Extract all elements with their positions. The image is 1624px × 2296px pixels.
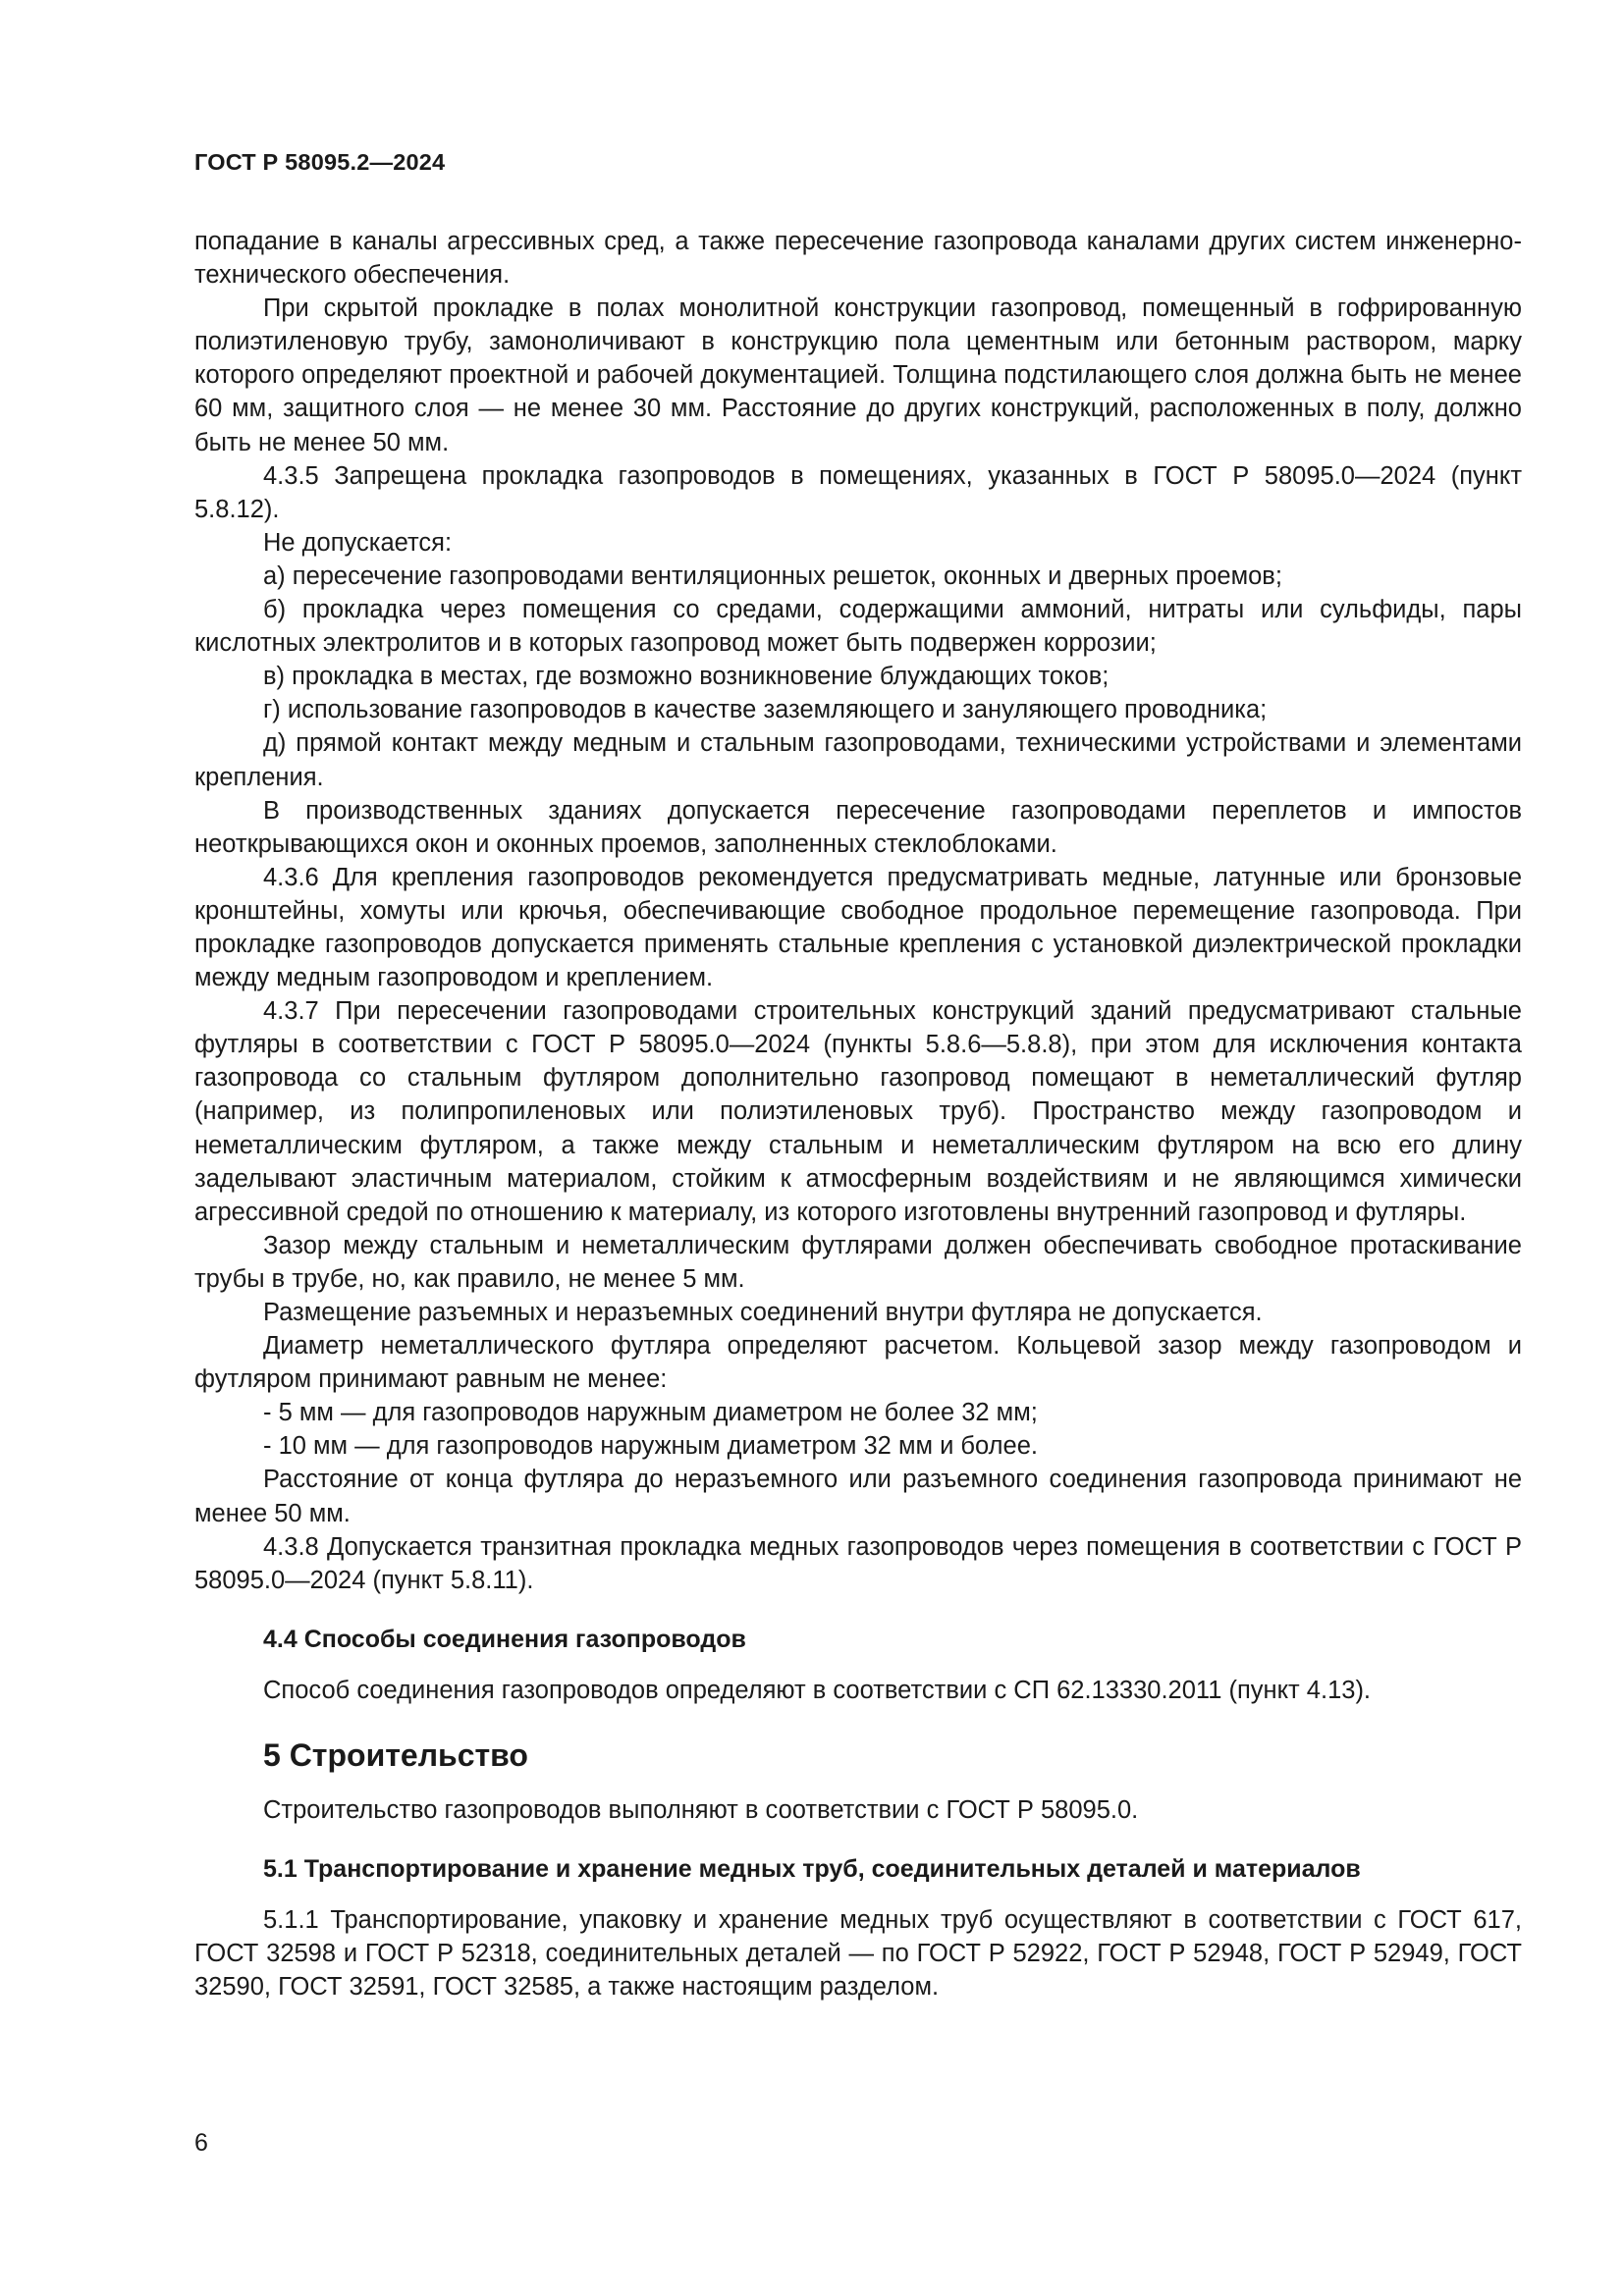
paragraph: Зазор между стальным и неметаллическим футлярами должен обеспечивать свободное протаскивание трубы в трубе, но, как правило, не менее 5 мм. <box>194 1231 1522 1293</box>
list-item: б) прокладка через помещения со средами, содержащими аммоний, нитраты или сульфиды, пары кислотных электролитов и в которых газопровод может быть подвержен коррозии; <box>194 596 1522 658</box>
list-item: д) прямой контакт между медным и стальным газопроводами, техническими устройствами и элементами крепления. <box>194 729 1522 791</box>
paragraph: попадание в каналы агрессивных сред, а также пересечение газопровода каналами других систем инженерно-технического обеспечения. <box>194 228 1522 290</box>
clause-5-1-1: 5.1.1 Транспортирование, упаковку и хранение медных труб осуществляют в соответствии с ГОСТ 617, ГОСТ 32598 и ГОСТ Р 52318, соединительных деталей — по ГОСТ Р 52922, ГОСТ Р 52948, ГОСТ Р 52949, ГОСТ 32590, ГОСТ 32591, ГОСТ 32585, а также настоящим разделом. <box>194 1906 1522 2002</box>
list-item: г) использование газопроводов в качестве заземляющего и зануляющего проводника; <box>263 696 1268 724</box>
page-number: 6 <box>194 2129 208 2157</box>
clause-4-3-5: 4.3.5 Запрещена прокладка газопроводов в помещениях, указанных в ГОСТ Р 58095.0—2024 (пункт 5.8.12). <box>194 461 1522 523</box>
section-heading-5-1: 5.1 Транспортирование и хранение медных труб, соединительных деталей и материалов <box>263 1855 1361 1884</box>
paragraph: Диаметр неметаллического футляра определяют расчетом. Кольцевой зазор между газопроводом и футляром принимают равным не менее: <box>194 1332 1522 1394</box>
section-heading-5: 5 Строительство <box>263 1737 528 1774</box>
clause-4-3-7: 4.3.7 При пересечении газопроводами строительных конструкций зданий предусматривают стальные футляры в соответствии с ГОСТ Р 58095.0—2024 (пункты 5.8.6—5.8.8), при этом для исключения контакта газопровода со стальным футляром дополнительно газопровод помещают в неметаллический футляр (например, из полипропиленовых или полиэтиленовых труб). Пространство между газопроводом и неметаллическим футляром, а также между стальным и неметаллическим футляром на всю его длину заделывают эластичным материалом, стойким к атмосферным воздействиям и не являющимся химически агрессивной средой по отношению к материалу, из которого изготовлены внутренний газопровод и футляры. <box>194 997 1522 1226</box>
paragraph: Расстояние от конца футляра до неразъемного или разъемного соединения газопровода принимают не менее 50 мм. <box>194 1466 1522 1527</box>
paragraph: В производственных зданиях допускается пересечение газопроводами переплетов и импостов неоткрывающихся окон и оконных проемов, заполненных стеклоблоками. <box>194 796 1522 858</box>
paragraph: Строительство газопроводов выполняют в соответствии с ГОСТ Р 58095.0. <box>263 1796 1139 1825</box>
list-item: а) пересечение газопроводами вентиляционных решеток, оконных и дверных проемов; <box>263 561 1282 590</box>
clause-4-3-6: 4.3.6 Для крепления газопроводов рекомендуется предусматривать медные, латунные или бронзовые кронштейны, хомуты или крючья, обеспечивающие свободное продольное перемещение газопровода. При прокладке газопроводов допускается применять стальные крепления с установкой диэлектрической прокладки между медным газопроводом и креплением. <box>194 863 1522 992</box>
list-item: - 10 мм — для газопроводов наружным диаметром 32 мм и более. <box>263 1432 1038 1461</box>
paragraph: Способ соединения газопроводов определяют в соответствии с СП 62.13330.2011 (пункт 4.13). <box>263 1676 1372 1704</box>
paragraph: Размещение разъемных и неразъемных соединений внутри футляра не допускается. <box>263 1299 1263 1326</box>
list-item: в) прокладка в местах, где возможно возникновение блуждающих токов; <box>263 663 1110 691</box>
list-item: - 5 мм — для газопроводов наружным диаметром не более 32 мм; <box>263 1399 1038 1427</box>
paragraph: При скрытой прокладке в полах монолитной конструкции газопровод, помещенный в гофрированную полиэтиленовую трубу, замоноличивают в конструкцию пола цементным или бетонным раствором, марку которого определяют проектной и рабочей документацией. Толщина подстилающего слоя должна быть не менее 60 мм, защитного слоя — не менее 30 мм. Расстояние до других конструкций, расположенных в полу, должно быть не менее 50 мм. <box>194 294 1522 456</box>
section-heading-4-4: 4.4 Способы соединения газопроводов <box>263 1625 746 1653</box>
document-body <box>194 225 1522 2004</box>
paragraph: Не допускается: <box>263 528 453 557</box>
clause-4-3-8: 4.3.8 Допускается транзитная прокладка медных газопроводов через помещения в соответствии с ГОСТ Р 58095.0—2024 (пункт 5.8.11). <box>194 1532 1522 1594</box>
document-header: ГОСТ Р 58095.2—2024 <box>194 149 446 175</box>
